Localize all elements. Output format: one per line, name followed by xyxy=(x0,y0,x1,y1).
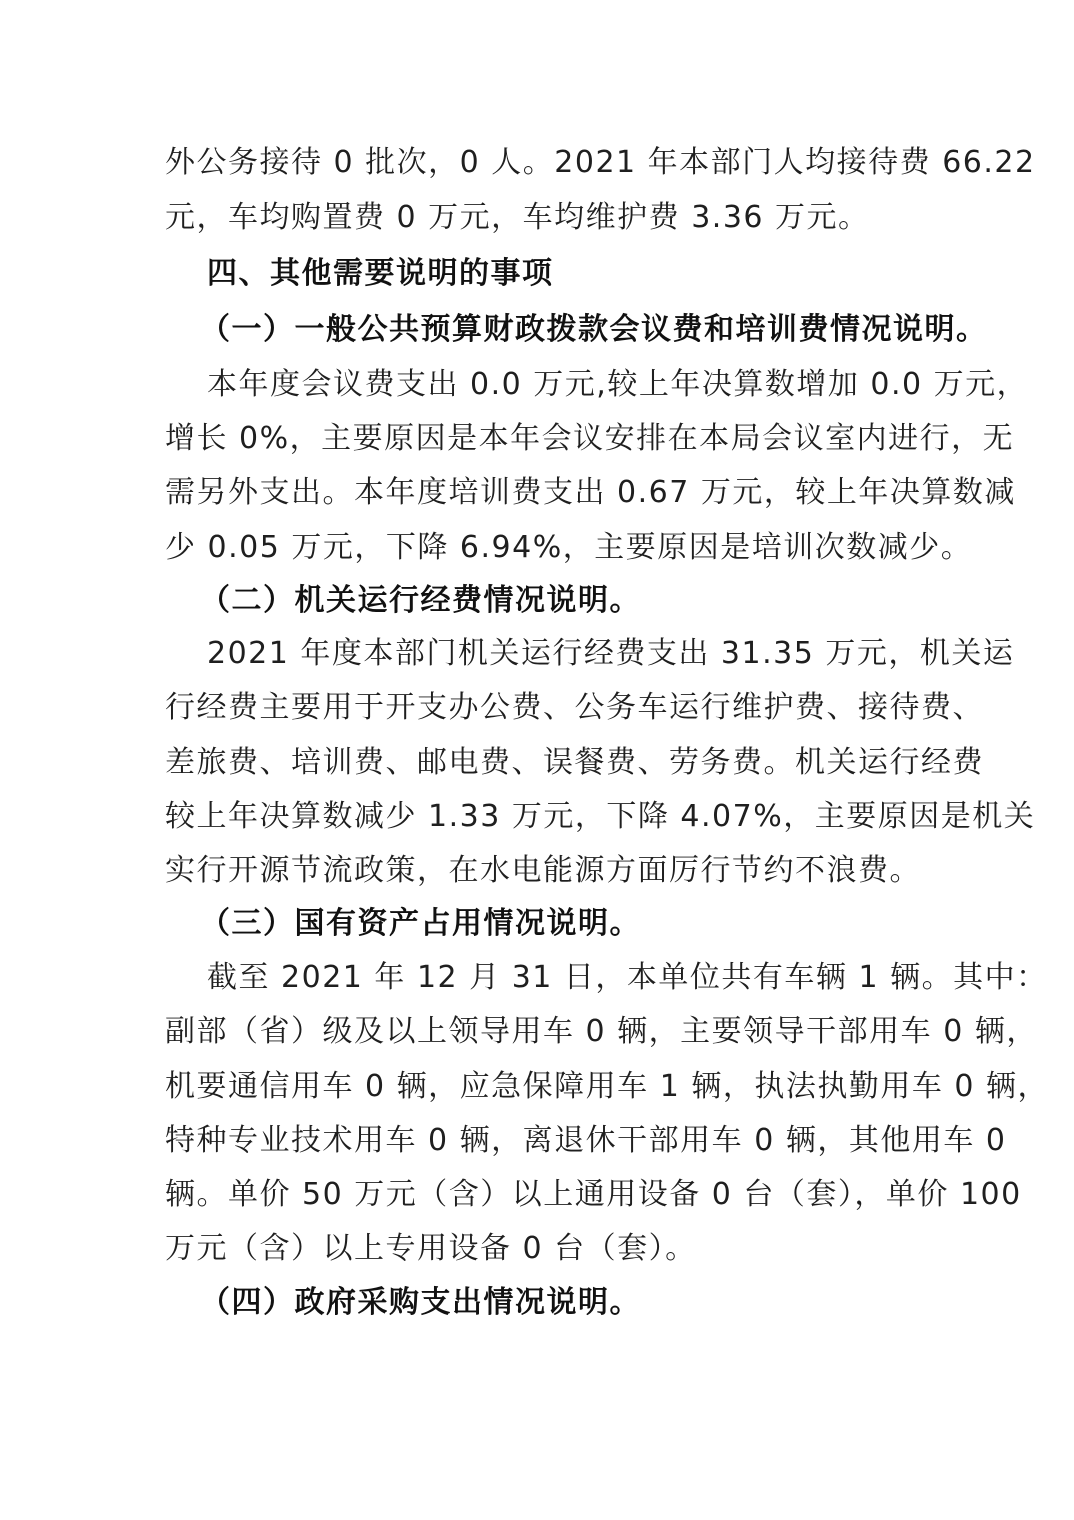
paragraph-line: 外公务接待 0 批次，0 人。2021 年本部门人均接待费 66.22 xyxy=(165,145,1036,180)
section-heading: 四、其他需要说明的事项 xyxy=(207,256,554,291)
paragraph-line: 少 0.05 万元，下降 6.94%，主要原因是培训次数减少。 xyxy=(165,530,973,565)
paragraph-line: 副部（省）级及以上领导用车 0 辆，主要领导干部用车 0 辆， xyxy=(165,1014,1038,1049)
paragraph-line: 本年度会议费支出 0.0 万元,较上年决算数增加 0.0 万元， xyxy=(207,367,1029,402)
paragraph-line: 行经费主要用于开支办公费、公务车运行维护费、接待费、 xyxy=(165,690,984,725)
paragraph-line: 截至 2021 年 12 月 31 日，本单位共有车辆 1 辆。其中： xyxy=(207,960,1048,995)
paragraph-line: 较上年决算数减少 1.33 万元，下降 4.07%，主要原因是机关 xyxy=(165,799,1036,834)
subsection-heading: （二）机关运行经费情况说明。 xyxy=(200,583,641,618)
subsection-heading: （三）国有资产占用情况说明。 xyxy=(200,906,641,941)
paragraph-line: 需另外支出。本年度培训费支出 0.67 万元，较上年决算数减 xyxy=(165,475,1016,510)
paragraph-line: 增长 0%，主要原因是本年会议安排在本局会议室内进行，无 xyxy=(165,421,1015,456)
paragraph-line: 万元（含）以上专用设备 0 台（套）。 xyxy=(165,1231,697,1266)
paragraph-line: 元，车均购置费 0 万元，车均维护费 3.36 万元。 xyxy=(165,200,870,235)
paragraph-line: 机要通信用车 0 辆，应急保障用车 1 辆，执法执勤用车 0 辆， xyxy=(165,1069,1049,1104)
subsection-heading: （一）一般公共预算财政拨款会议费和培训费情况说明。 xyxy=(200,312,988,347)
paragraph-line: 2021 年度本部门机关运行经费支出 31.35 万元，机关运 xyxy=(207,636,1015,671)
subsection-heading: （四）政府采购支出情况说明。 xyxy=(200,1285,641,1320)
paragraph-line: 实行开源节流政策，在水电能源方面厉行节约不浪费。 xyxy=(165,853,921,888)
paragraph-line: 差旅费、培训费、邮电费、误餐费、劳务费。机关运行经费 xyxy=(165,745,984,780)
paragraph-line: 辆。单价 50 万元（含）以上通用设备 0 台（套），单价 100 xyxy=(165,1177,1022,1212)
paragraph-line: 特种专业技术用车 0 辆，离退休干部用车 0 辆，其他用车 0 xyxy=(165,1123,1007,1158)
